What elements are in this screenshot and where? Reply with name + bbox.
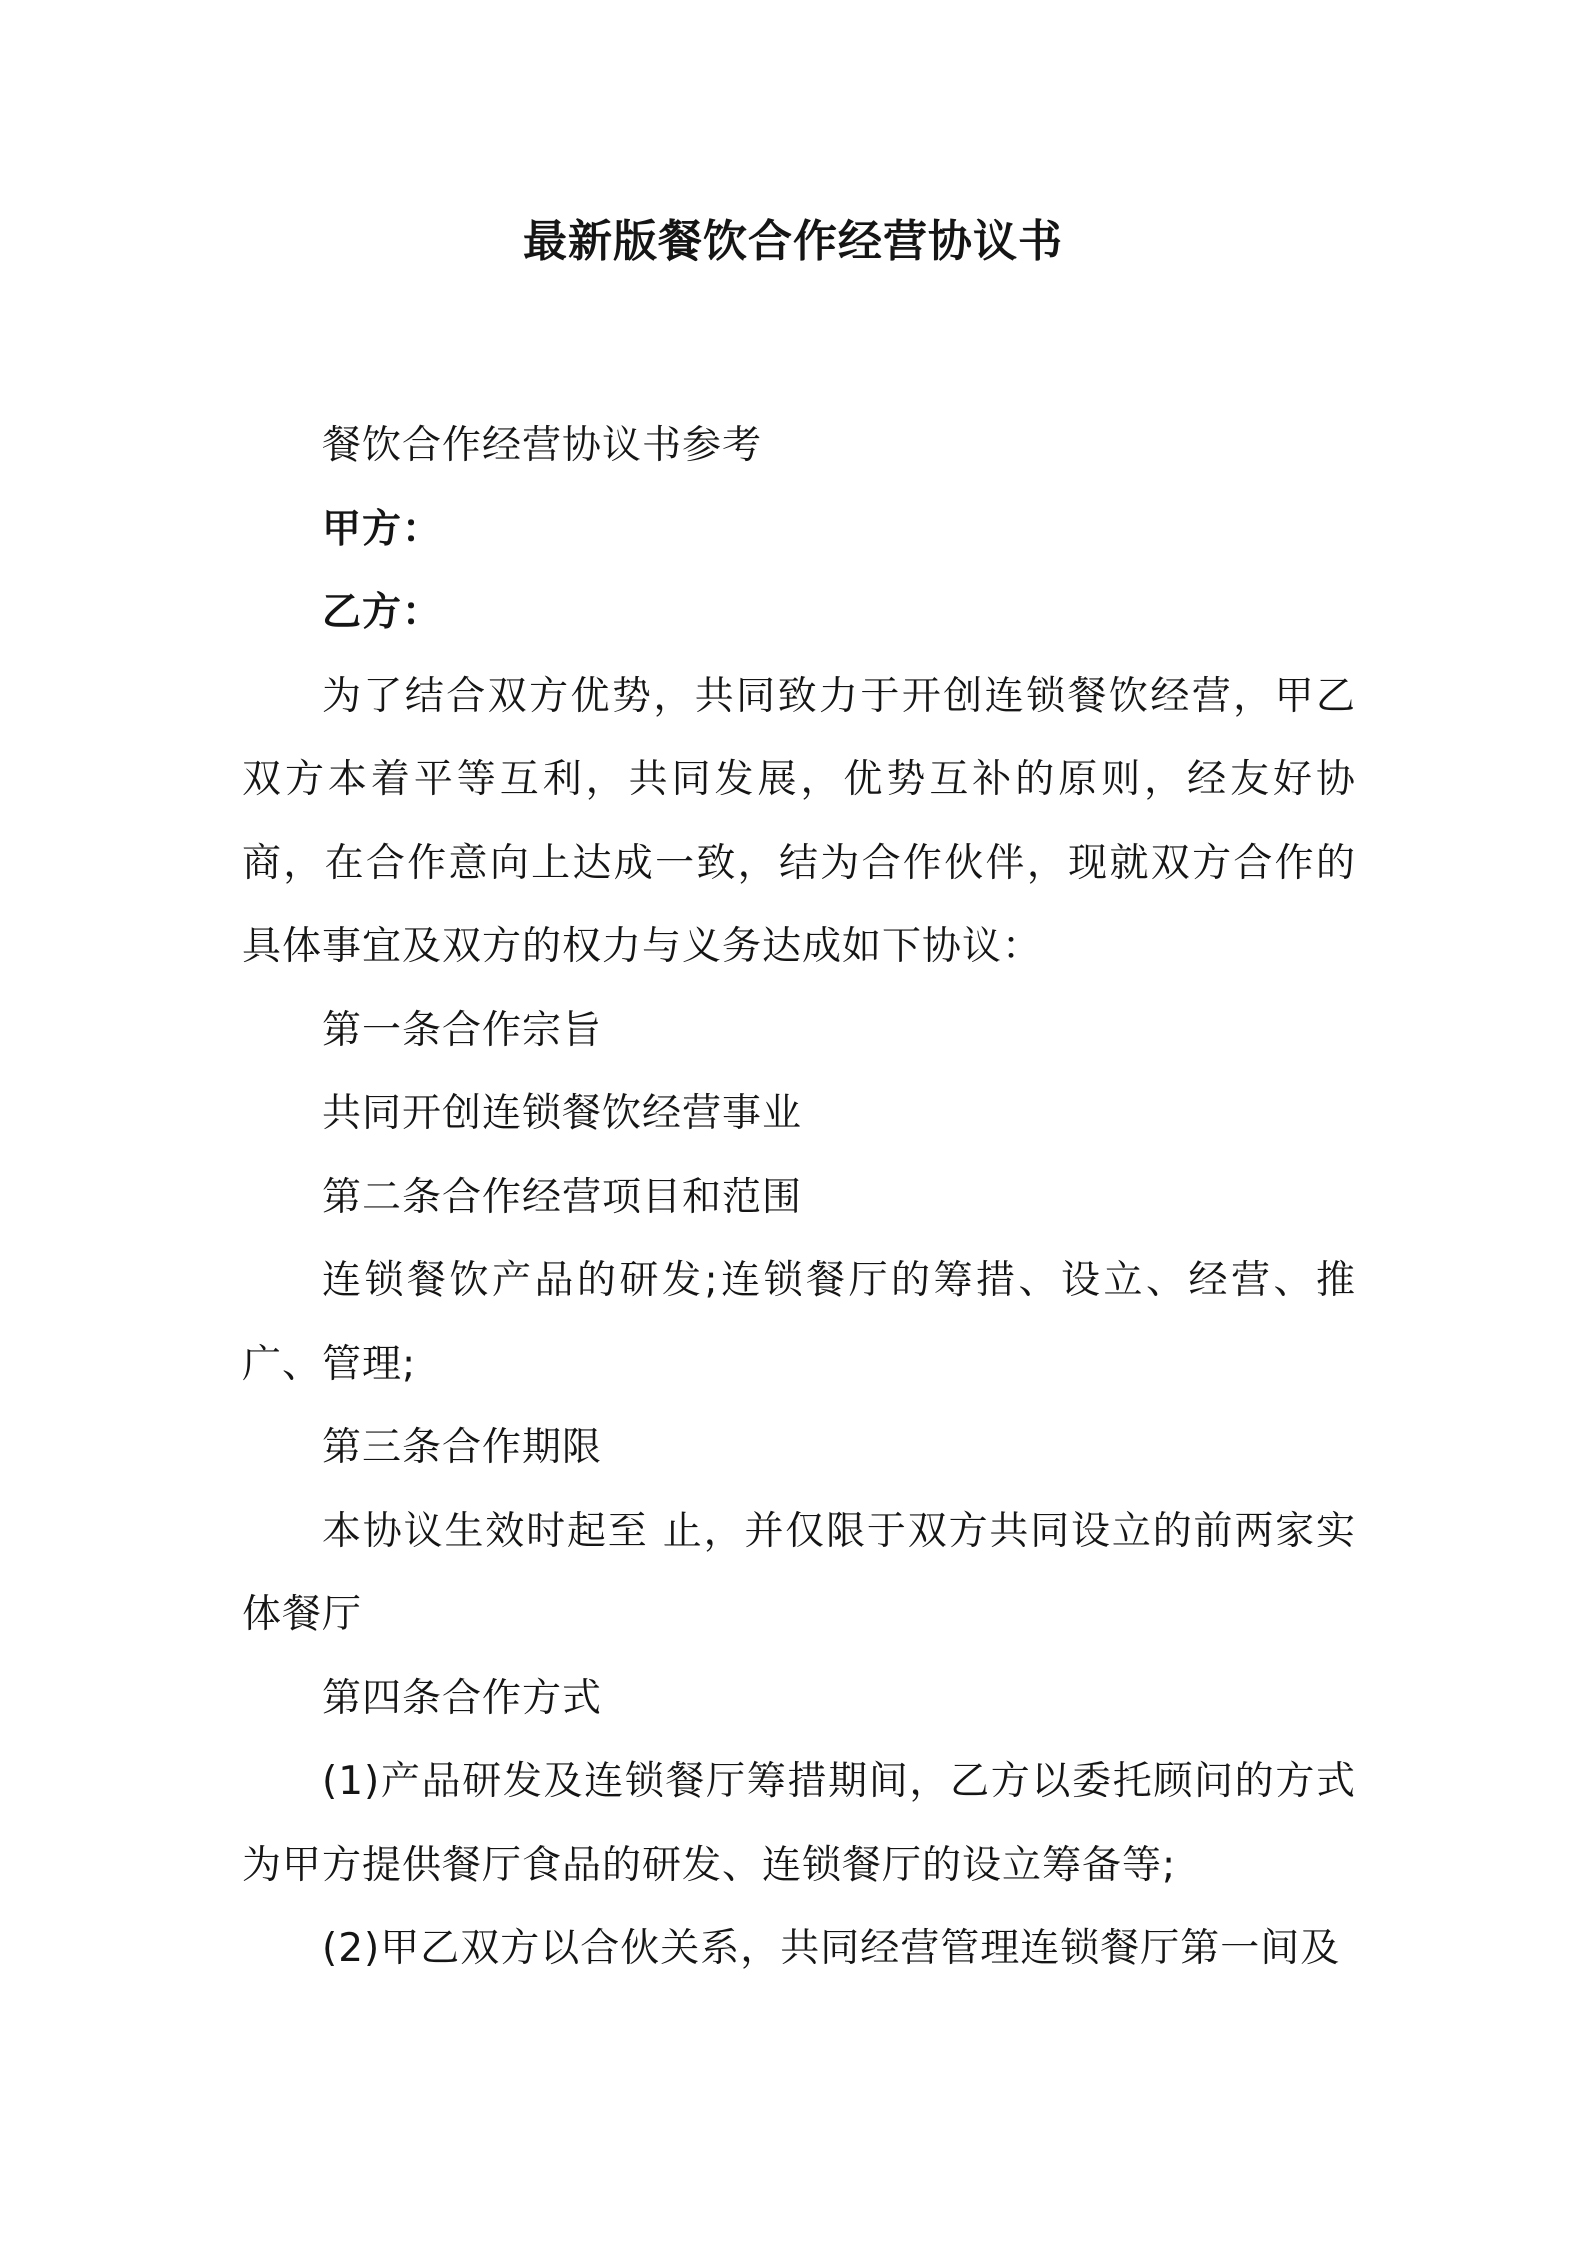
paragraph-article-2-body: 连锁餐饮产品的研发;连锁餐厅的筹措、设立、经营、推广、管理; bbox=[242, 1258, 1356, 1387]
paragraph-article-1-body: 共同开创连锁餐饮经营事业 bbox=[322, 1091, 803, 1136]
paragraph-article-3-heading: 第三条合作期限 bbox=[322, 1425, 603, 1470]
paragraph-preamble: 为了结合双方优势，共同致力于开创连锁餐饮经营，甲乙双方本着平等互利，共同发展，优势互补的原则，经友好协商，在合作意向上达成一致，结为合作伙伴，现就双方合作的具体事宜及双方的权力与义务达成如下协议： bbox=[242, 673, 1356, 969]
paragraph-article-2-heading: 第二条合作经营项目和范围 bbox=[322, 1174, 803, 1220]
paragraph-subtitle: 餐饮合作经营协议书参考 bbox=[322, 423, 763, 468]
paragraph-party-b: 乙方： bbox=[322, 590, 443, 635]
paragraph-article-4-item-1: (1)产品研发及连锁餐厅筹措期间，乙方以委托顾问的方式为甲方提供餐厅食品的研发、连锁餐厅的设立筹备等; bbox=[242, 1759, 1356, 1888]
document-title: 最新版餐饮合作经营协议书 bbox=[523, 216, 1063, 267]
paragraph-article-1-heading: 第一条合作宗旨 bbox=[322, 1007, 603, 1053]
paragraph-article-4-item-2: (2)甲乙双方以合伙关系，共同经营管理连锁餐厅第一间及 bbox=[322, 1926, 1341, 1971]
document-body bbox=[242, 404, 1356, 1991]
paragraph-party-a: 甲方： bbox=[322, 506, 443, 552]
paragraph-article-3-body: 本协议生效时起至 止，并仅限于双方共同设立的前两家实体餐厅 bbox=[242, 1508, 1356, 1637]
paragraph-article-4-heading: 第四条合作方式 bbox=[322, 1675, 603, 1721]
